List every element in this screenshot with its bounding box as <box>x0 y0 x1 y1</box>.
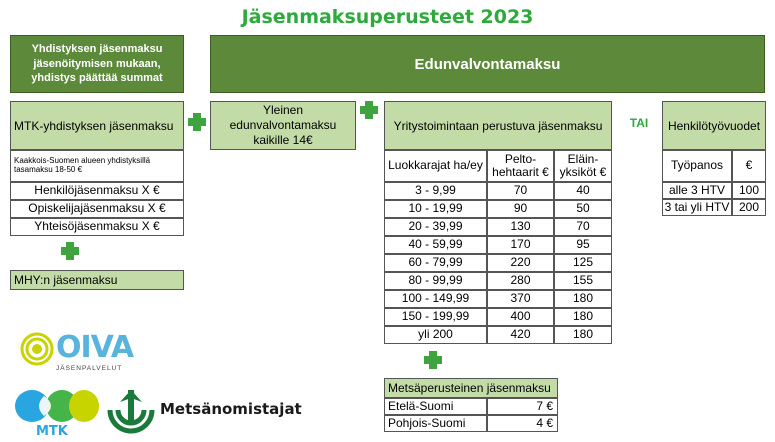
plus-icon <box>188 113 206 131</box>
general-fee: Yleinen edunvalvontamaksu kaikille 14€ <box>210 101 356 150</box>
mtk-logo <box>14 388 104 438</box>
business-row-3-class: 20 - 39,99 <box>384 218 487 236</box>
business-row-3-animal: 70 <box>554 218 612 236</box>
business-row-8-class: 150 - 199,99 <box>384 308 487 326</box>
metsanomistajat-logo <box>106 384 306 438</box>
business-row-4-field: 170 <box>487 236 554 254</box>
business-col-animal: Eläin-yksiköt € <box>554 150 612 182</box>
business-row-5-animal: 125 <box>554 254 612 272</box>
business-row-1-animal: 40 <box>554 182 612 200</box>
left-header: Yhdistyksen jäsenmaksu jäsenöitymisen mukaan, yhdistys päättää summat <box>10 35 184 93</box>
mtk-fee-label: MTK-yhdistyksen jäsenmaksu <box>10 101 184 150</box>
business-col-field: Pelto-hehtaarit € <box>487 150 554 182</box>
business-row-1-class: 3 - 9,99 <box>384 182 487 200</box>
business-row-4-animal: 95 <box>554 236 612 254</box>
plus-icon <box>61 242 79 260</box>
oiva-logo <box>18 330 133 380</box>
forest-row-south-label: Etelä-Suomi <box>384 398 487 415</box>
metsanomistajat-wordmark: Metsänomistajat <box>160 400 302 418</box>
business-row-7-animal: 180 <box>554 290 612 308</box>
oiva-sun-icon <box>20 332 54 366</box>
work-years-col-input: Työpanos <box>662 150 732 182</box>
business-row-9-class: yli 200 <box>384 326 487 344</box>
business-row-9-animal: 180 <box>554 326 612 344</box>
work-years-row-1-value: 100 <box>732 182 766 199</box>
business-fee-label: Yritystoimintaan perustuva jäsenmaksu <box>384 101 612 150</box>
mtk-fee-note: Kaakkois-Suomen alueen yhdistyksillä tasamaksu 18-50 € <box>10 150 184 182</box>
plus-icon <box>424 351 442 369</box>
forest-row-south-value: 7 € <box>487 398 558 415</box>
business-row-8-animal: 180 <box>554 308 612 326</box>
plus-icon <box>360 101 378 119</box>
work-years-row-2-label: 3 tai yli HTV <box>662 199 732 216</box>
mtk-leaf-icon <box>14 388 102 424</box>
work-years-row-1-label: alle 3 HTV <box>662 182 732 199</box>
mtk-row-community: Yhteisöjäsenmaksu X € <box>10 218 184 236</box>
business-row-5-field: 220 <box>487 254 554 272</box>
business-row-1-field: 70 <box>487 182 554 200</box>
business-row-7-field: 370 <box>487 290 554 308</box>
page-title: Jäsenmaksuperusteet 2023 <box>241 6 534 28</box>
work-years-label: Henkilötyövuodet <box>662 101 766 150</box>
forest-row-north-value: 4 € <box>487 415 558 432</box>
oiva-wordmark: OIVA <box>56 330 134 365</box>
mhy-fee-label: MHY:n jäsenmaksu <box>10 270 184 290</box>
right-header: Edunvalvontamaksu <box>210 35 765 93</box>
business-row-9-field: 420 <box>487 326 554 344</box>
business-row-8-field: 400 <box>487 308 554 326</box>
forest-fee-label: Metsäperusteinen jäsenmaksu <box>384 378 558 398</box>
business-row-7-class: 100 - 149,99 <box>384 290 487 308</box>
work-years-col-euro: € <box>732 150 766 182</box>
business-row-6-animal: 155 <box>554 272 612 290</box>
mtk-row-student: Opiskelijajäsenmaksu X € <box>10 200 184 218</box>
or-label: TAI <box>629 116 649 130</box>
business-row-5-class: 60 - 79,99 <box>384 254 487 272</box>
business-row-3-field: 130 <box>487 218 554 236</box>
forest-row-north-label: Pohjois-Suomi <box>384 415 487 432</box>
business-row-2-animal: 50 <box>554 200 612 218</box>
business-row-6-class: 80 - 99,99 <box>384 272 487 290</box>
business-row-2-field: 90 <box>487 200 554 218</box>
oiva-subtitle: JÄSENPALVELUT <box>56 365 123 372</box>
business-row-2-class: 10 - 19,99 <box>384 200 487 218</box>
mtk-wordmark: MTK <box>36 424 68 439</box>
tree-rings-icon <box>106 386 156 436</box>
business-row-4-class: 40 - 59,99 <box>384 236 487 254</box>
business-row-6-field: 280 <box>487 272 554 290</box>
business-col-class: Luokkarajat ha/ey <box>384 150 487 182</box>
work-years-row-2-value: 200 <box>732 199 766 216</box>
mtk-row-person: Henkilöjäsenmaksu X € <box>10 182 184 200</box>
